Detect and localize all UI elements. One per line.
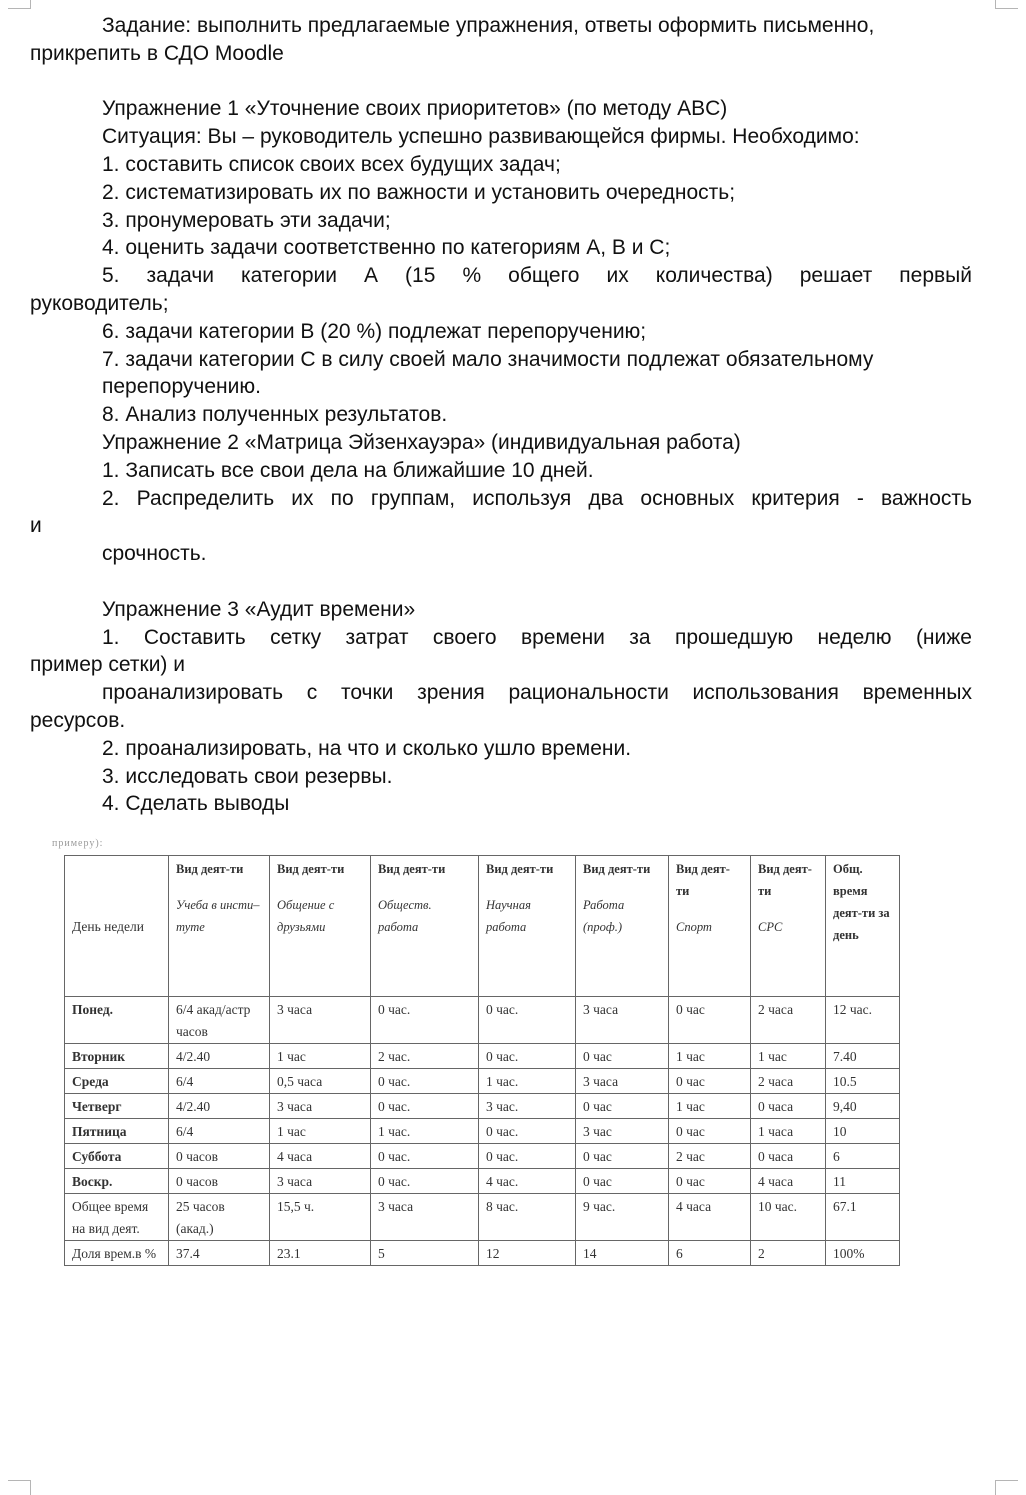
table-cell: 0 час. [371, 1169, 479, 1194]
table-cell: 0 час. [371, 1069, 479, 1094]
table-row [65, 1119, 900, 1144]
exercise-2-item: 1. Записать все свои дела на ближайшие 10 дней. [102, 458, 594, 482]
header-label: Вид деят-ти [277, 862, 345, 876]
row-label: Общее время на вид деят. [65, 1194, 169, 1241]
table-cell: 10 [826, 1119, 900, 1144]
table-cell: 15,5 ч. [270, 1194, 371, 1241]
table-cell: 0 час [669, 1069, 751, 1094]
table-cell: 6 [669, 1241, 751, 1266]
table-cell: 12 час. [826, 997, 900, 1044]
table-cell: 0 часа [751, 1144, 826, 1169]
table-cell: 4 часа [270, 1144, 371, 1169]
table-cell: 3 час. [479, 1094, 576, 1119]
table-cell: 2 [751, 1241, 826, 1266]
table-row [65, 1169, 900, 1194]
table-cell: 4/2.40 [169, 1044, 270, 1069]
header-activity: Научная работа [486, 898, 531, 934]
table-cell: 4/2.40 [169, 1094, 270, 1119]
header-activity: Учеба в инсти–туте [176, 898, 260, 934]
table-cell: 4 час. [479, 1169, 576, 1194]
crop-mark-bottom-left [8, 1480, 31, 1495]
table-row [65, 1044, 900, 1069]
table-cell: 9,40 [826, 1094, 900, 1119]
row-label: Понед. [65, 997, 169, 1044]
table-cell: 0 час [576, 1044, 669, 1069]
header-activity: СРС [758, 920, 783, 934]
table-cell: 0 часов [169, 1169, 270, 1194]
table-cell: 6/4 [169, 1069, 270, 1094]
crop-mark-bottom-right [995, 1480, 1018, 1495]
header-label: Вид деят-ти [486, 862, 554, 876]
table-cell: 4 часа [751, 1169, 826, 1194]
exercise-1-item: 3. пронумеровать эти задачи; [102, 208, 391, 232]
table-cell: 0 час [576, 1144, 669, 1169]
table-cell: 1 час. [479, 1069, 576, 1094]
header-total-per-day [826, 856, 900, 997]
table-cell: 6/4 [169, 1119, 270, 1144]
table-cell: 0 час. [479, 1044, 576, 1069]
table-cell: 0 час. [479, 1144, 576, 1169]
table-cell: 2 час. [371, 1044, 479, 1069]
header-friends [270, 856, 371, 997]
table-cell: 5 [371, 1241, 479, 1266]
table-cell: 0 часа [751, 1094, 826, 1119]
table-cell: 0 час [576, 1169, 669, 1194]
exercise-2-item-continued: и [30, 514, 42, 538]
exercise-1-situation: Ситуация: Вы – руководитель успешно развивающейся фирмы. Необходимо: [102, 125, 860, 149]
table-cell: 0 час [576, 1094, 669, 1119]
header-activity: Общение с друзьями [277, 898, 335, 934]
row-label: Воскр. [65, 1169, 169, 1194]
row-label: Суббота [65, 1144, 169, 1169]
row-label: Вторник [65, 1044, 169, 1069]
header-research [479, 856, 576, 997]
table-cell: 0 час [669, 1119, 751, 1144]
table-cell: 25 часов (акад.) [169, 1194, 270, 1241]
exercise-3-item-continued: проанализировать с точки зрения рациональности использования временных [102, 681, 972, 705]
exercise-3-title: Упражнение 3 «Аудит времени» [102, 597, 416, 621]
exercise-2-item-continued: срочность. [102, 542, 207, 566]
row-label: Среда [65, 1069, 169, 1094]
table-row [65, 1144, 900, 1169]
table-cell: 0 час. [371, 1144, 479, 1169]
table-cell: 37.4 [169, 1241, 270, 1266]
exercise-1-item: 2. систематизировать их по важности и установить очередность; [102, 180, 736, 204]
exercise-1-item: 6. задачи категории В (20 %) подлежат перепоручению; [102, 319, 647, 343]
table-cell: 0 час. [479, 1119, 576, 1144]
header-day-of-week: День недели [65, 856, 169, 997]
exercise-3-item-continued: ресурсов. [30, 708, 126, 732]
table-cell: 3 час [576, 1119, 669, 1144]
exercise-1-item: 5. задачи категории А (15 % общего их количества) решает первый [102, 264, 972, 288]
table-cell: 3 часа [270, 1094, 371, 1119]
exercise-3-item: 1. Составить сетку затрат своего времени за прошедшую неделю (ниже [102, 625, 972, 649]
table-cell: 100% [826, 1241, 900, 1266]
table-cell: 1 часа [751, 1119, 826, 1144]
table-caption-fragment: примеру): [52, 838, 104, 849]
table-cell: 6/4 акад/астр часов [169, 997, 270, 1044]
row-label: Четверг [65, 1094, 169, 1119]
table-row [65, 1241, 900, 1266]
table-cell: 7.40 [826, 1044, 900, 1069]
exercise-3-item: 2. проанализировать, на что и сколько ушло времени. [102, 736, 632, 760]
table-cell: 9 час. [576, 1194, 669, 1241]
header-sport [669, 856, 751, 997]
table-cell: 8 час. [479, 1194, 576, 1241]
table-cell: 3 часа [371, 1194, 479, 1241]
table-row [65, 997, 900, 1044]
table-cell: 1 час [270, 1044, 371, 1069]
exercise-1-item-continued: перепоручению. [102, 375, 261, 399]
table-cell: 1 час. [371, 1119, 479, 1144]
exercise-1-item: 4. оценить задачи соответственно по категориям А, В и С; [102, 236, 671, 260]
table-cell: 0,5 часа [270, 1069, 371, 1094]
exercise-1-title: Упражнение 1 «Уточнение своих приоритетов» (по методу ABC) [102, 97, 728, 121]
table-cell: 12 [479, 1241, 576, 1266]
header-label: Вид деят-ти [176, 862, 244, 876]
row-label: Доля врем.в % [65, 1241, 169, 1266]
exercise-1-item: 7. задачи категории С в силу своей мало значимости подлежат обязательному [102, 347, 874, 371]
exercise-1-item: 1. составить список своих всех будущих задач; [102, 152, 561, 176]
table-cell: 3 часа [270, 1169, 371, 1194]
table-cell: 67.1 [826, 1194, 900, 1241]
table-cell: 0 часов [169, 1144, 270, 1169]
table-cell: 0 час [669, 997, 751, 1044]
table-cell: 0 час. [371, 1094, 479, 1119]
header-work [576, 856, 669, 997]
table-row [65, 1069, 900, 1094]
task-line-1: Задание: выполнить предлагаемые упражнения, ответы оформить письменно, [102, 14, 875, 37]
table-cell: 0 час. [371, 997, 479, 1044]
header-social [371, 856, 479, 997]
table-cell: 6 [826, 1144, 900, 1169]
table-row [65, 1194, 900, 1241]
table-cell: 3 часа [270, 997, 371, 1044]
table-cell: 11 [826, 1169, 900, 1194]
table-cell: 0 час. [479, 997, 576, 1044]
header-activity: Спорт [676, 920, 712, 934]
table-cell: 2 час [669, 1144, 751, 1169]
table-cell: 1 час [751, 1044, 826, 1069]
header-activity: Работа (проф.) [583, 898, 625, 934]
table-cell: 3 часа [576, 1069, 669, 1094]
table-cell: 10.5 [826, 1069, 900, 1094]
header-label: Вид деят-ти [758, 862, 812, 898]
table-cell: 2 часа [751, 997, 826, 1044]
table-cell: 3 часа [576, 997, 669, 1044]
exercise-2-item: 2. Распределить их по группам, используя два основных критерия - важность [102, 486, 972, 510]
table-cell: 23.1 [270, 1241, 371, 1266]
task-line-2: прикрепить в СДО Moodle [30, 41, 284, 65]
exercise-2-title: Упражнение 2 «Матрица Эйзенхауэра» (индивидуальная работа) [102, 430, 741, 454]
table-header-row [65, 856, 900, 997]
time-audit-table [64, 855, 900, 1266]
exercise-1-item: 8. Анализ полученных результатов. [102, 403, 448, 427]
exercise-1-item-continued: руководитель; [30, 291, 169, 315]
header-activity: Обществ. работа [378, 898, 432, 934]
table-cell: 1 час [270, 1119, 371, 1144]
table-cell: 4 часа [669, 1194, 751, 1241]
exercise-3-item: 4. Сделать выводы [102, 792, 290, 816]
header-label: Вид деят-ти [583, 862, 651, 876]
time-audit-table-wrapper [64, 855, 899, 1266]
table-cell: 1 час [669, 1044, 751, 1069]
row-label: Пятница [65, 1119, 169, 1144]
exercise-3-item: 3. исследовать свои резервы. [102, 764, 393, 788]
table-row [65, 1094, 900, 1119]
crop-mark-top-right [995, 0, 1018, 9]
table-cell: 0 час [669, 1169, 751, 1194]
exercise-3-item-continued: пример сетки) и [30, 653, 185, 677]
header-label: Общ. время деят-ти за день [833, 862, 890, 942]
table-cell: 10 час. [751, 1194, 826, 1241]
header-label: Вид деят-ти [676, 862, 730, 898]
table-cell: 1 час [669, 1094, 751, 1119]
header-label: Вид деят-ти [378, 862, 446, 876]
header-study [169, 856, 270, 997]
crop-mark-top-left [8, 0, 31, 9]
document-body [30, 12, 972, 818]
header-self-study [751, 856, 826, 997]
table-cell: 14 [576, 1241, 669, 1266]
table-cell: 2 часа [751, 1069, 826, 1094]
